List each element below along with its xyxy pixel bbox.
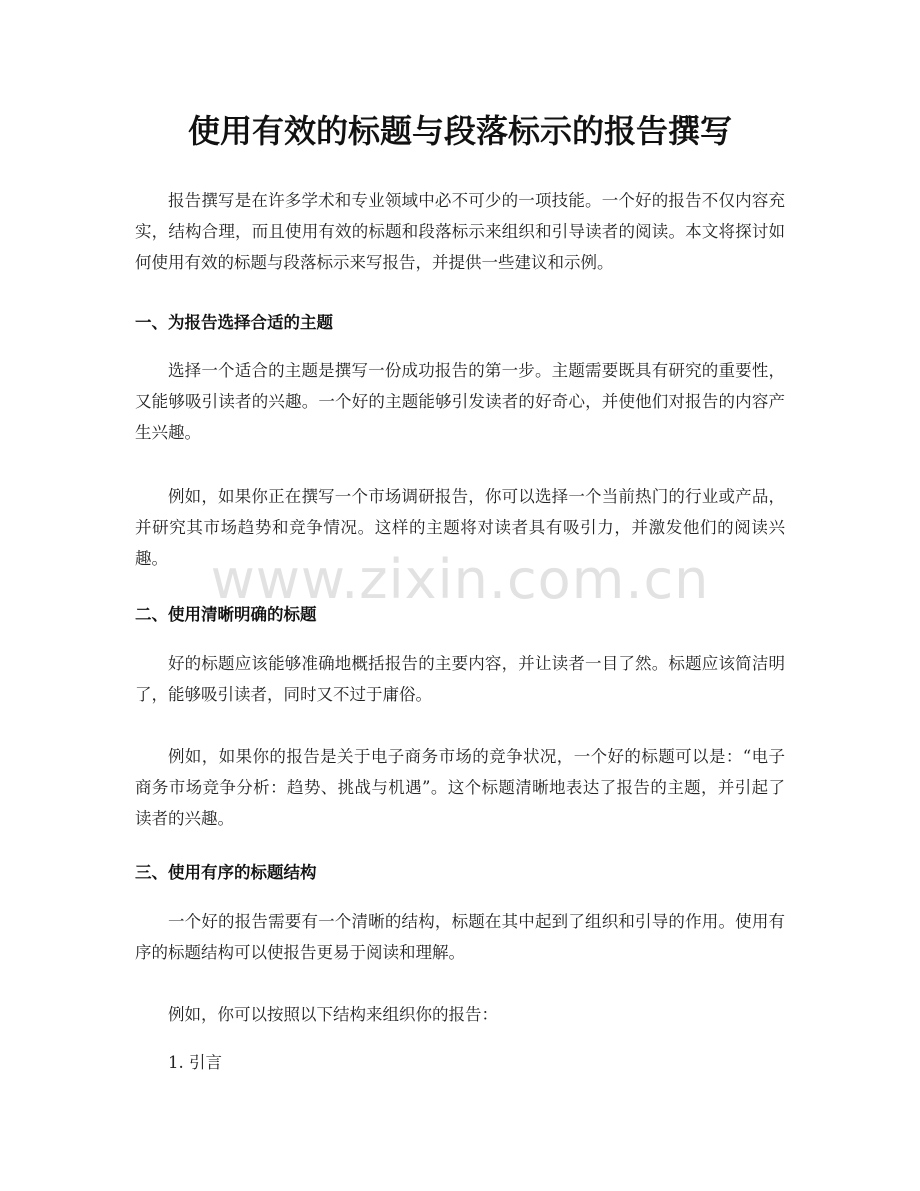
section-3-paragraph-2: 例如，你可以按照以下结构来组织你的报告：: [168, 1005, 498, 1024]
section-heading-3: 三、使用有序的标题结构: [135, 863, 317, 882]
section-2-paragraph-2: 例如，如果你的报告是关于电子商务市场的竞争状况，一个好的标题可以是：“电子商务市场竞争分析：趋势、挑战与机遇”。这个标题清晰地表达了报告的主题，并引起了读者的兴趣。: [135, 747, 785, 828]
watermark: www.zixin.com.cn: [210, 548, 710, 611]
section-1-paragraph-1: 选择一个适合的主题是撰写一份成功报告的第一步。主题需要既具有研究的重要性，又能够吸引读者的兴趣。一个好的主题能够引发读者的好奇心，并使他们对报告的内容产生兴趣。: [135, 361, 785, 442]
document-title: 使用有效的标题与段落标示的报告撰写: [187, 112, 732, 150]
section-heading-1: 一、为报告选择合适的主题: [135, 313, 333, 332]
section-3-paragraph-1: 一个好的报告需要有一个清晰的结构，标题在其中起到了组织和引导的作用。使用有序的标题结构可以使报告更易于阅读和理解。: [135, 912, 785, 962]
intro-paragraph: 报告撰写是在许多学术和专业领域中必不可少的一项技能。一个好的报告不仅内容充实，结构合理，而且使用有效的标题和段落标示来组织和引导读者的阅读。本文将探讨如何使用有效的标题与段落标示来写报告，并提供一些建议和示例。: [135, 191, 785, 272]
section-heading-2: 二、使用清晰明确的标题: [135, 605, 317, 624]
section-2-paragraph-1: 好的标题应该能够准确地概括报告的主要内容，并让读者一目了然。标题应该简洁明了，能够吸引读者，同时又不过于庸俗。: [135, 654, 785, 704]
list-item: 1. 引言: [168, 1053, 222, 1072]
section-1-paragraph-2: 例如，如果你正在撰写一个市场调研报告，你可以选择一个当前热门的行业或产品，并研究其市场趋势和竞争情况。这样的主题将对读者具有吸引力，并激发他们的阅读兴趣。: [135, 487, 785, 568]
